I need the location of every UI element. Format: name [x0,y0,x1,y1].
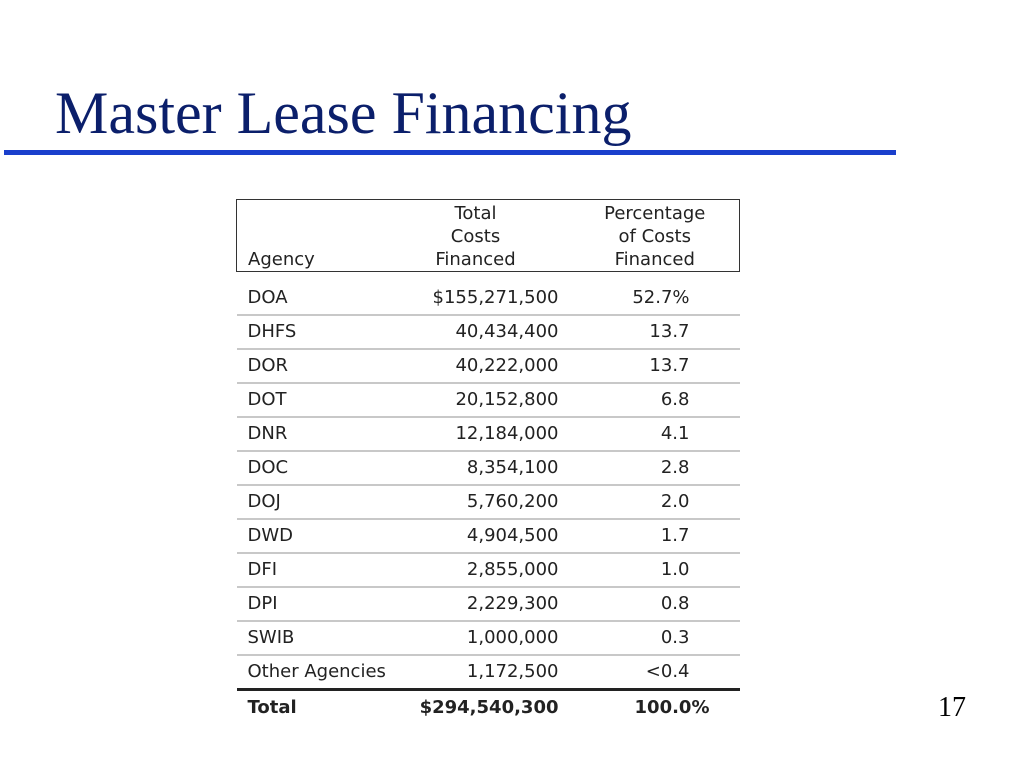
percentage-cell: <0.4 [645,661,690,682]
agency-cell: DFI [237,553,415,587]
costs-cell: 40,222,000 [415,349,565,383]
costs-cell: 1,000,000 [415,621,565,655]
agency-cell: DOT [237,383,415,417]
table-row [237,519,740,553]
table-row [237,417,740,451]
agency-cell: Other Agencies [247,661,386,682]
agency-cell: DNR [237,417,415,451]
percentage-cell: 4.1 [565,417,740,451]
costs-cell: 20,152,800 [415,383,565,417]
percentage-cell: 13.7 [565,349,740,383]
percentage-cell: 0.8 [565,587,740,621]
slide-title: Master Lease Financing [55,80,632,146]
costs-cell: 8,354,100 [415,451,565,485]
total-percentage-cell: 100.0% [565,690,740,726]
table-row [237,621,740,655]
header-costs-line-1: Total [454,203,497,224]
lease-table-container [236,199,739,725]
costs-cell: 1,172,500 [466,661,559,682]
percentage-cell: 0.3 [565,621,740,655]
agency-cell: DOC [237,451,415,485]
percentage-cell: 2.8 [565,451,740,485]
table-row [237,315,740,349]
table-header-row [237,200,740,272]
table-body [237,272,740,690]
agency-cell: DWD [237,519,415,553]
header-costs-line-2: Costs [450,226,501,247]
agency-cell: DOA [237,282,415,315]
costs-cell: 2,855,000 [415,553,565,587]
header-total-costs [415,200,565,272]
costs-cell: $155,271,500 [415,282,565,315]
header-pct-line-1: Percentage [604,203,706,224]
total-row [237,690,740,726]
title-underline [4,150,896,155]
header-percentage [565,200,740,272]
agency-cell: DPI [237,587,415,621]
percentage-cell: 6.8 [565,383,740,417]
total-costs-cell: $294,540,300 [415,690,565,726]
total-label-cell: Total [237,690,415,726]
table-row [237,655,740,690]
table-row [237,383,740,417]
agency-cell: DOJ [237,485,415,519]
header-costs-line-3: Financed [435,249,516,270]
agency-cell: SWIB [237,621,415,655]
costs-cell: 4,904,500 [415,519,565,553]
master-lease-table [236,199,740,725]
page-number: 17 [938,692,966,723]
percentage-cell: 52.7% [565,282,740,315]
table-row [237,587,740,621]
table-row [237,282,740,315]
costs-cell: 2,229,300 [415,587,565,621]
header-pct-line-2: of Costs [618,226,691,247]
table-row [237,349,740,383]
agency-cell: DOR [237,349,415,383]
header-pct-line-3: Financed [614,249,695,270]
percentage-cell: 2.0 [565,485,740,519]
agency-cell: DHFS [237,315,415,349]
costs-cell: 40,434,400 [415,315,565,349]
table-row [237,485,740,519]
header-agency [237,200,415,272]
table-row [237,553,740,587]
costs-cell: 5,760,200 [415,485,565,519]
percentage-cell: 13.7 [565,315,740,349]
table-row [237,451,740,485]
costs-cell: 12,184,000 [415,417,565,451]
header-agency-label: Agency [248,249,315,270]
percentage-cell: 1.0 [565,553,740,587]
percentage-cell: 1.7 [565,519,740,553]
